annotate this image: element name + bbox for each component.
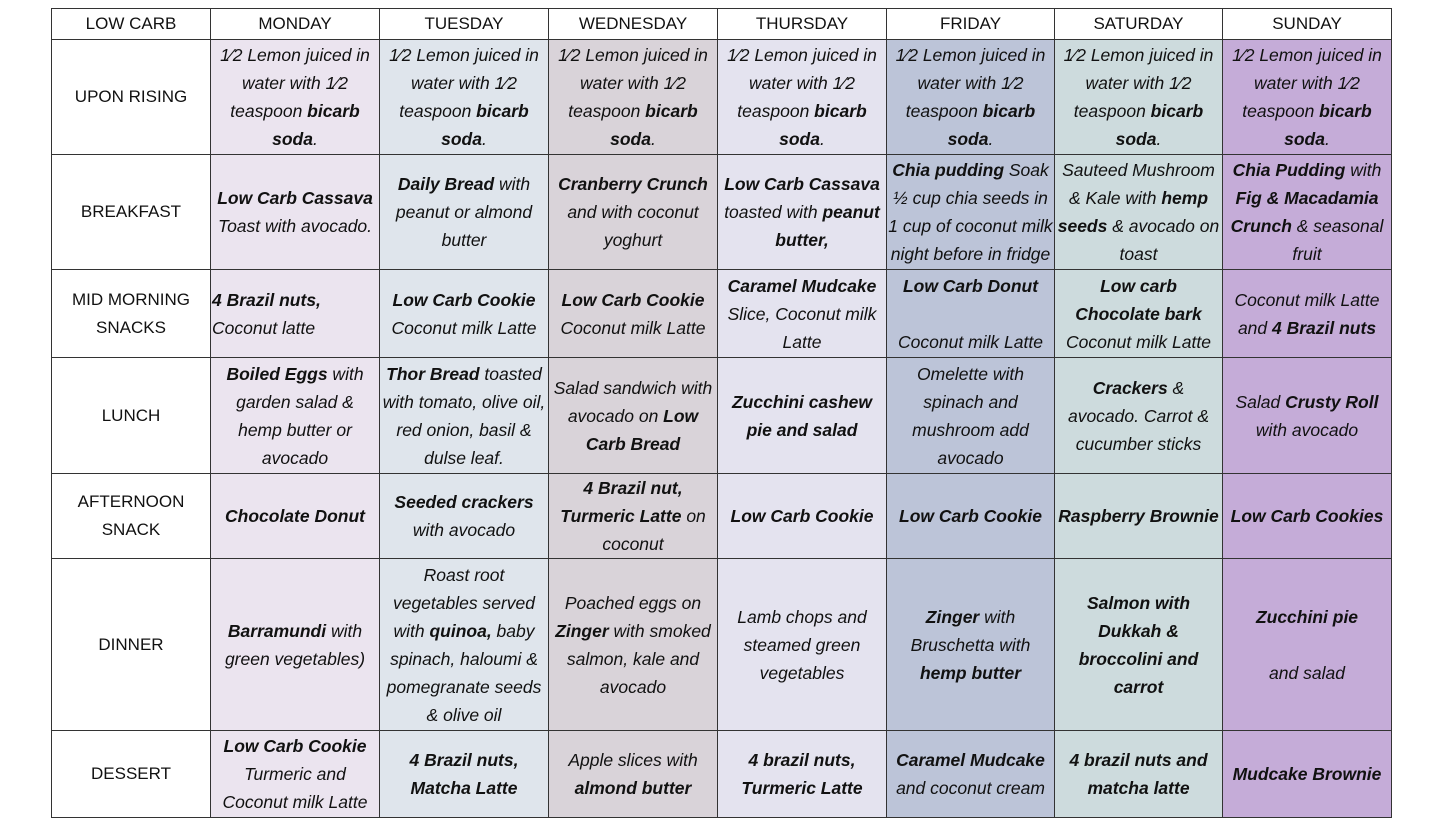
text-run: 1⁄2 Lemon juiced in water with 1⁄2 teaspoon	[220, 45, 370, 121]
meal-cell-afternoon-snack-sun	[1223, 474, 1392, 559]
day-header-monday: MONDAY	[211, 9, 380, 40]
bold-text-run: bicarb soda	[947, 101, 1036, 149]
meal-cell-mid-morning-snacks-sun	[1223, 270, 1392, 358]
bold-text-run: 4 Brazil nut, Turmeric Latte	[560, 478, 683, 526]
text-run: .	[481, 129, 487, 149]
meal-cell-lunch-mon	[211, 358, 380, 474]
day-header-sunday: SUNDAY	[1223, 9, 1392, 40]
bold-text-run: Low Carb Bread	[585, 405, 699, 454]
text-run: with	[1345, 160, 1382, 180]
text-run: toasted with tomato, olive oil, red onion, basil & dulse leaf.	[382, 363, 546, 468]
text-run: Coconut milk Latte and	[1234, 289, 1380, 338]
text-run: .	[988, 129, 994, 149]
row-label: DINNER	[52, 559, 211, 731]
bold-text-run: bicarb soda	[441, 101, 529, 149]
text-run: Turmeric and Coconut milk Latte	[222, 764, 368, 812]
meal-cell-lunch-fri	[887, 358, 1055, 474]
meal-cell-breakfast-tue	[380, 155, 549, 270]
text-run: Toast with avocado.	[217, 216, 373, 236]
text-run: Sauteed Mushroom & Kale with	[1062, 160, 1215, 208]
text-run: Coconut milk Latte	[391, 317, 537, 338]
text-run: with avocado	[1255, 419, 1359, 440]
meal-cell-upon-rising-fri	[887, 40, 1055, 155]
bold-text-run: 4 brazil nuts and matcha latte	[1069, 750, 1208, 798]
row-breakfast	[52, 155, 1392, 270]
text-run: 1⁄2 Lemon juiced in water with 1⁄2 teaspoon	[895, 45, 1046, 121]
bold-text-run: peanut butter,	[775, 202, 880, 250]
meal-cell-lunch-sat	[1055, 358, 1223, 474]
row-dinner	[52, 559, 1392, 731]
text-run: Slice, Coconut milk Latte	[727, 303, 877, 352]
text-run: and with coconut yoghurt	[567, 202, 699, 250]
meal-cell-upon-rising-thu	[718, 40, 887, 155]
text-run: Salad	[1235, 391, 1286, 412]
day-header-saturday: SATURDAY	[1055, 9, 1223, 40]
meal-cell-dessert-fri	[887, 731, 1055, 818]
meal-cell-afternoon-snack-thu	[718, 474, 887, 559]
meal-cell-upon-rising-sat	[1055, 40, 1223, 155]
meal-cell-dinner-fri	[887, 559, 1055, 731]
meal-cell-upon-rising-wed	[549, 40, 718, 155]
text-run: & seasonal fruit	[1291, 216, 1384, 264]
text-run: toasted with	[724, 202, 823, 222]
bold-text-run: Crackers	[1092, 377, 1168, 398]
meal-cell-lunch-tue	[380, 358, 549, 474]
text-run: Lamb chops and steamed green vegetables	[737, 606, 867, 683]
text-run: Coconut milk Latte	[898, 331, 1043, 352]
text-run: Apple slices with	[568, 750, 698, 770]
bold-text-run: Low Carb Cookie	[561, 289, 705, 310]
bold-text-run: Low carb Chocolate bark	[1075, 275, 1202, 324]
bold-text-run: bicarb soda	[779, 101, 867, 149]
meal-cell-mid-morning-snacks-tue	[380, 270, 549, 358]
bold-text-run: bicarb soda	[1284, 101, 1372, 149]
text-run: .	[819, 129, 825, 149]
text-run: 1⁄2 Lemon juiced in water with 1⁄2 teaspoon	[1063, 45, 1214, 121]
bold-text-run: Barramundi	[227, 620, 327, 641]
bold-text-run: Caramel Mudcake	[896, 750, 1045, 770]
row-upon-rising	[52, 40, 1392, 155]
bold-text-run: 4 Brazil nuts,	[212, 289, 321, 310]
bold-text-run: Low Carb Donut	[902, 275, 1039, 296]
row-lunch	[52, 358, 1392, 474]
bold-text-run: Chocolate Donut	[225, 506, 365, 526]
text-run: .	[312, 129, 318, 149]
text-run: Coconut milk Latte	[560, 317, 706, 338]
bold-text-run: bicarb soda	[1115, 101, 1204, 149]
bold-text-run: Fig & Macadamia Crunch	[1230, 188, 1379, 236]
bold-text-run: bicarb soda	[272, 101, 360, 149]
bold-text-run: Boiled Eggs	[226, 363, 328, 384]
bold-text-run: quinoa,	[429, 620, 492, 641]
meal-cell-dessert-wed	[549, 731, 718, 818]
text-run: & avocado on toast	[1107, 216, 1220, 264]
day-header-friday: FRIDAY	[887, 9, 1055, 40]
meal-cell-breakfast-sun	[1223, 155, 1392, 270]
meal-cell-breakfast-fri	[887, 155, 1055, 270]
bold-text-run: Zucchini pie	[1255, 606, 1359, 627]
meal-cell-dinner-sat	[1055, 559, 1223, 731]
text-run: baby spinach, haloumi & pomegranate seeds & olive oil	[386, 620, 542, 725]
text-run: Coconut milk Latte	[1066, 331, 1211, 352]
bold-text-run: hemp seeds	[1057, 188, 1209, 236]
meal-cell-breakfast-mon	[211, 155, 380, 270]
meal-plan-body	[52, 40, 1392, 818]
meal-cell-afternoon-snack-mon	[211, 474, 380, 559]
meal-cell-mid-morning-snacks-mon	[211, 270, 380, 358]
meal-cell-lunch-wed	[549, 358, 718, 474]
text-run: Omelette with spinach and mushroom add avocado	[912, 363, 1029, 468]
meal-cell-upon-rising-tue	[380, 40, 549, 155]
row-label: AFTERNOON SNACK	[52, 474, 211, 559]
header-row	[52, 9, 1392, 40]
bold-text-run: Zucchini cashew pie and salad	[731, 391, 873, 440]
row-mid-morning-snacks	[52, 270, 1392, 358]
meal-cell-lunch-thu	[718, 358, 887, 474]
bold-text-run: 4 Brazil nuts	[1272, 317, 1377, 338]
text-run: 1⁄2 Lemon juiced in water with 1⁄2 teaspoon	[1232, 45, 1382, 121]
meal-cell-dessert-sun	[1223, 731, 1392, 818]
meal-cell-mid-morning-snacks-thu	[718, 270, 887, 358]
row-label: LUNCH	[52, 358, 211, 474]
text-run: and salad	[1269, 662, 1345, 683]
text-run: on coconut	[602, 506, 706, 554]
bold-text-run: almond butter	[574, 778, 692, 798]
text-run: and coconut cream	[896, 778, 1045, 798]
text-run: with peanut or almond butter	[395, 174, 533, 250]
bold-text-run: Zinger	[555, 620, 609, 641]
meal-cell-dinner-mon	[211, 559, 380, 731]
meal-cell-breakfast-thu	[718, 155, 887, 270]
bold-text-run: 4 brazil nuts, Turmeric Latte	[741, 750, 863, 798]
row-dessert	[52, 731, 1392, 818]
bold-text-run: Low Carb Cookies	[1230, 506, 1384, 526]
text-run: with avocado	[412, 520, 516, 540]
bold-text-run: 4 Brazil nuts, Matcha Latte	[409, 750, 519, 798]
meal-cell-lunch-sun	[1223, 358, 1392, 474]
text-run: .	[1324, 129, 1330, 149]
meal-cell-mid-morning-snacks-sat	[1055, 270, 1223, 358]
row-label: BREAKFAST	[52, 155, 211, 270]
meal-cell-dinner-wed	[549, 559, 718, 731]
bold-text-run: Zinger	[925, 606, 980, 627]
text-run: with green vegetables)	[224, 620, 366, 669]
bold-text-run: Seeded crackers	[394, 492, 534, 512]
meal-cell-dessert-thu	[718, 731, 887, 818]
day-header-tuesday: TUESDAY	[380, 9, 549, 40]
bold-text-run: Caramel Mudcake	[727, 275, 877, 296]
text-run: with garden salad & hemp butter or avocado	[236, 363, 364, 468]
row-afternoon-snack	[52, 474, 1392, 559]
meal-cell-dessert-mon	[211, 731, 380, 818]
bold-text-run: Daily Bread	[397, 174, 495, 194]
meal-cell-mid-morning-snacks-wed	[549, 270, 718, 358]
text-run: .	[1156, 129, 1162, 149]
text-run: Coconut latte	[212, 317, 316, 338]
bold-text-run: Mudcake Brownie	[1232, 764, 1382, 784]
bold-text-run: Low Carb Cookie	[730, 506, 874, 526]
text-run: Poached eggs on	[564, 592, 702, 613]
bold-text-run: Low Carb Cookie	[223, 736, 367, 756]
meal-cell-afternoon-snack-tue	[380, 474, 549, 559]
text-run: with Bruschetta with	[910, 606, 1031, 655]
row-label: MID MORNING SNACKS	[52, 270, 211, 358]
text-run: Soak ½ cup chia seeds in 1 cup of coconut milk night before in fridge	[888, 160, 1053, 264]
row-label: UPON RISING	[52, 40, 211, 155]
meal-cell-mid-morning-snacks-fri	[887, 270, 1055, 358]
bold-text-run: Salmon with Dukkah & broccolini and carrot	[1078, 592, 1199, 697]
meal-cell-dessert-sat	[1055, 731, 1223, 818]
bold-text-run: Low Carb Cassava	[724, 174, 880, 194]
bold-text-run: Crusty Roll	[1285, 391, 1379, 412]
bold-text-run: Thor Bread	[386, 363, 480, 384]
meal-cell-dessert-tue	[380, 731, 549, 818]
bold-text-run: Raspberry Brownie	[1058, 506, 1219, 526]
text-run: with smoked salmon, kale and avocado	[566, 620, 711, 697]
meal-cell-dinner-sun	[1223, 559, 1392, 731]
text-run: Roast root vegetables served with	[392, 564, 536, 641]
day-header-thursday: THURSDAY	[718, 9, 887, 40]
meal-cell-breakfast-wed	[549, 155, 718, 270]
bold-text-run: Low Carb Cookie	[899, 506, 1042, 526]
day-header-wednesday: WEDNESDAY	[549, 9, 718, 40]
bold-text-run: Low Carb Cookie	[392, 289, 536, 310]
meal-cell-upon-rising-mon	[211, 40, 380, 155]
text-run: & avocado. Carrot & cucumber sticks	[1067, 377, 1210, 454]
text-run: 1⁄2 Lemon juiced in water with 1⁄2 teaspoon	[389, 45, 539, 121]
bold-text-run: Cranberry Crunch	[558, 174, 708, 194]
meal-plan-table	[51, 8, 1392, 818]
text-run: 1⁄2 Lemon juiced in water with 1⁄2 teaspoon	[727, 45, 877, 121]
corner-label: LOW CARB	[52, 9, 211, 40]
bold-text-run: Low Carb Cassava	[217, 188, 373, 208]
bold-text-run: Chia Pudding	[1232, 160, 1346, 180]
text-run: 1⁄2 Lemon juiced in water with 1⁄2 teaspoon	[558, 45, 708, 121]
meal-cell-dinner-thu	[718, 559, 887, 731]
meal-cell-upon-rising-sun	[1223, 40, 1392, 155]
text-run: .	[650, 129, 656, 149]
bold-text-run: hemp butter	[919, 662, 1022, 683]
row-label: DESSERT	[52, 731, 211, 818]
bold-text-run: bicarb soda	[610, 101, 698, 149]
text-run: Salad sandwich with avocado on	[553, 377, 713, 426]
meal-cell-afternoon-snack-fri	[887, 474, 1055, 559]
bold-text-run: Chia pudding	[892, 160, 1005, 180]
meal-cell-afternoon-snack-wed	[549, 474, 718, 559]
meal-cell-afternoon-snack-sat	[1055, 474, 1223, 559]
meal-cell-dinner-tue	[380, 559, 549, 731]
meal-cell-breakfast-sat	[1055, 155, 1223, 270]
